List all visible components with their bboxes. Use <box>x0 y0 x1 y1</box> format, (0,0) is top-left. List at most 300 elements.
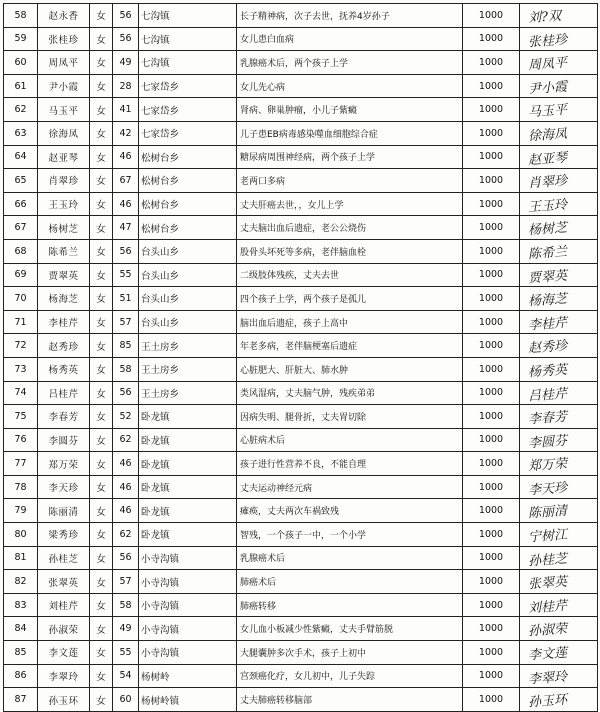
person-name-cell: 李桂芹 <box>38 310 90 334</box>
sex-cell: 女 <box>90 641 113 665</box>
age-cell: 85 <box>113 334 139 358</box>
signature-cell <box>520 546 598 570</box>
aid-amount-cell: 1000 <box>463 641 520 665</box>
age-cell: 51 <box>113 287 139 311</box>
signature-cell <box>520 216 598 240</box>
person-name-cell: 李文莲 <box>38 641 90 665</box>
signature-cell <box>520 192 598 216</box>
aid-amount-cell: 1000 <box>463 4 520 28</box>
handwritten-signature: 李翠玲 <box>527 669 568 687</box>
aid-amount-cell: 1000 <box>463 523 520 547</box>
hardship-reason-cell: 丈夫肺癌转移脑部 <box>237 688 463 712</box>
handwritten-signature: 尹小霞 <box>527 79 568 98</box>
handwritten-signature: 王玉玲 <box>527 197 568 216</box>
age-cell: 46 <box>113 192 139 216</box>
handwritten-signature: 吕桂芹 <box>527 386 568 404</box>
age-cell: 28 <box>113 74 139 98</box>
hardship-reason-cell: 肾病、卵巢肿瘤，小儿子紫癜 <box>237 98 463 122</box>
aid-amount-cell: 1000 <box>463 263 520 287</box>
sex-cell: 女 <box>90 287 113 311</box>
person-name-cell: 王玉玲 <box>38 192 90 216</box>
aid-amount-cell: 1000 <box>463 546 520 570</box>
table-row <box>4 475 598 499</box>
hardship-reason-cell: 因病失明、腿骨折，丈夫胃切除 <box>237 405 463 429</box>
table-row <box>4 357 598 381</box>
aid-amount-cell: 1000 <box>463 664 520 688</box>
aid-amount-cell: 1000 <box>463 287 520 311</box>
signature-cell <box>520 121 598 145</box>
row-number-cell: 75 <box>4 405 38 429</box>
row-number-cell: 63 <box>4 121 38 145</box>
row-number-cell: 84 <box>4 617 38 641</box>
table-row <box>4 523 598 547</box>
age-cell: 52 <box>113 405 139 429</box>
township-cell: 松树台乡 <box>139 216 237 240</box>
hardship-reason-cell: 脑出血后遗症，孩子上高中 <box>237 310 463 334</box>
person-name-cell: 孙淑荣 <box>38 617 90 641</box>
handwritten-signature: 陈希兰 <box>527 244 568 263</box>
age-cell: 58 <box>113 593 139 617</box>
row-number-cell: 70 <box>4 287 38 311</box>
row-number-cell: 77 <box>4 452 38 476</box>
table-row <box>4 641 598 665</box>
signature-cell <box>520 357 598 381</box>
signature-cell <box>520 27 598 51</box>
person-name-cell: 李天珍 <box>38 475 90 499</box>
township-cell: 杨树岭镇 <box>139 688 237 712</box>
handwritten-signature: 周凤平 <box>527 55 568 74</box>
signature-cell <box>520 287 598 311</box>
hardship-reason-cell: 大腿囊肿多次手术，孩子上初中 <box>237 641 463 665</box>
person-name-cell: 陈希兰 <box>38 239 90 263</box>
signature-cell <box>520 593 598 617</box>
township-cell: 卧龙镇 <box>139 499 237 523</box>
hardship-reason-cell: 丈夫运动神经元病 <box>237 475 463 499</box>
aid-amount-cell: 1000 <box>463 334 520 358</box>
signature-cell <box>520 263 598 287</box>
sex-cell: 女 <box>90 4 113 28</box>
person-name-cell: 张翠英 <box>38 570 90 594</box>
hardship-reason-cell: 瘫痪，丈夫两次车祸致残 <box>237 499 463 523</box>
roster-table <box>3 3 598 712</box>
hardship-reason-cell: 心脏病术后 <box>237 428 463 452</box>
person-name-cell: 杨秀英 <box>38 357 90 381</box>
sex-cell: 女 <box>90 263 113 287</box>
age-cell: 47 <box>113 216 139 240</box>
hardship-reason-cell: 智残，一个孩子一中，一个小学 <box>237 523 463 547</box>
handwritten-signature: 孙桂芝 <box>527 551 568 569</box>
township-cell: 七家岱乡 <box>139 98 237 122</box>
sex-cell: 女 <box>90 405 113 429</box>
aid-amount-cell: 1000 <box>463 381 520 405</box>
table-row <box>4 192 598 216</box>
row-number-cell: 87 <box>4 688 38 712</box>
township-cell: 小寺沟镇 <box>139 617 237 641</box>
table-row <box>4 452 598 476</box>
sex-cell: 女 <box>90 98 113 122</box>
handwritten-signature: 宁树江 <box>527 527 568 546</box>
township-cell: 台头山乡 <box>139 239 237 263</box>
person-name-cell: 杨海芝 <box>38 287 90 311</box>
person-name-cell: 梁秀珍 <box>38 523 90 547</box>
hardship-reason-cell: 二级肢体残疾，丈夫去世 <box>237 263 463 287</box>
age-cell: 57 <box>113 310 139 334</box>
hardship-reason-cell: 股骨头坏死等多病，老伴脑血栓 <box>237 239 463 263</box>
hardship-reason-cell: 女儿血小板减少性紫癜，丈夫手臂筋脱 <box>237 617 463 641</box>
row-number-cell: 59 <box>4 27 38 51</box>
handwritten-signature: 徐海凤 <box>527 126 568 145</box>
handwritten-signature: 张翠英 <box>527 574 568 593</box>
row-number-cell: 86 <box>4 664 38 688</box>
aid-amount-cell: 1000 <box>463 617 520 641</box>
person-name-cell: 吕桂芹 <box>38 381 90 405</box>
sex-cell: 女 <box>90 617 113 641</box>
sex-cell: 女 <box>90 357 113 381</box>
table-row <box>4 287 598 311</box>
aid-amount-cell: 1000 <box>463 169 520 193</box>
table-row <box>4 98 598 122</box>
age-cell: 62 <box>113 428 139 452</box>
township-cell: 卧龙镇 <box>139 405 237 429</box>
sex-cell: 女 <box>90 523 113 547</box>
row-number-cell: 71 <box>4 310 38 334</box>
sex-cell: 女 <box>90 664 113 688</box>
signature-cell <box>520 4 598 28</box>
township-cell: 七沟镇 <box>139 4 237 28</box>
hardship-reason-cell: 乳腺癌术后，两个孩子上学 <box>237 51 463 75</box>
person-name-cell: 孙桂芝 <box>38 546 90 570</box>
person-name-cell: 李圆芬 <box>38 428 90 452</box>
table-row <box>4 617 598 641</box>
handwritten-signature: 肖翠珍 <box>527 173 568 192</box>
handwritten-signature: 赵亚琴 <box>527 150 568 168</box>
aid-amount-cell: 1000 <box>463 570 520 594</box>
table-row <box>4 570 598 594</box>
row-number-cell: 60 <box>4 51 38 75</box>
aid-amount-cell: 1000 <box>463 74 520 98</box>
age-cell: 41 <box>113 98 139 122</box>
age-cell: 56 <box>113 381 139 405</box>
table-row <box>4 593 598 617</box>
table-row <box>4 216 598 240</box>
sex-cell: 女 <box>90 74 113 98</box>
person-name-cell: 杨树芝 <box>38 216 90 240</box>
age-cell: 46 <box>113 452 139 476</box>
sex-cell: 女 <box>90 334 113 358</box>
age-cell: 49 <box>113 51 139 75</box>
person-name-cell: 马玉平 <box>38 98 90 122</box>
hardship-reason-cell: 女儿先心病 <box>237 74 463 98</box>
signature-cell <box>520 570 598 594</box>
handwritten-signature: 孙淑荣 <box>527 622 568 640</box>
age-cell: 42 <box>113 121 139 145</box>
sex-cell: 女 <box>90 51 113 75</box>
hardship-reason-cell: 肺癌转移 <box>237 593 463 617</box>
hardship-reason-cell: 宫颈癌化疗，女儿初中，儿子失踪 <box>237 664 463 688</box>
person-name-cell: 孙玉环 <box>38 688 90 712</box>
signature-cell <box>520 617 598 641</box>
row-number-cell: 72 <box>4 334 38 358</box>
signature-cell <box>520 145 598 169</box>
hardship-reason-cell: 四个孩子上学，两个孩子是孤儿 <box>237 287 463 311</box>
handwritten-signature: 杨海芝 <box>527 291 568 310</box>
aid-amount-cell: 1000 <box>463 27 520 51</box>
aid-amount-cell: 1000 <box>463 452 520 476</box>
signature-cell <box>520 169 598 193</box>
person-name-cell: 赵秀珍 <box>38 334 90 358</box>
township-cell: 杨树岭 <box>139 664 237 688</box>
age-cell: 56 <box>113 546 139 570</box>
signature-cell <box>520 74 598 98</box>
signature-cell <box>520 310 598 334</box>
row-number-cell: 80 <box>4 523 38 547</box>
age-cell: 62 <box>113 523 139 547</box>
signature-cell <box>520 664 598 688</box>
sex-cell: 女 <box>90 216 113 240</box>
handwritten-signature: 李春芳 <box>527 409 568 428</box>
table-row <box>4 145 598 169</box>
age-cell: 57 <box>113 570 139 594</box>
sex-cell: 女 <box>90 192 113 216</box>
row-number-cell: 76 <box>4 428 38 452</box>
person-name-cell: 肖翠珍 <box>38 169 90 193</box>
row-number-cell: 64 <box>4 145 38 169</box>
age-cell: 55 <box>113 641 139 665</box>
person-name-cell: 徐海凤 <box>38 121 90 145</box>
age-cell: 49 <box>113 617 139 641</box>
township-cell: 小寺沟镇 <box>139 570 237 594</box>
hardship-reason-cell: 丈夫肝癌去世，，女儿上学 <box>237 192 463 216</box>
row-number-cell: 78 <box>4 475 38 499</box>
table-row <box>4 27 598 51</box>
sex-cell: 女 <box>90 570 113 594</box>
township-cell: 卧龙镇 <box>139 452 237 476</box>
person-name-cell: 赵永香 <box>38 4 90 28</box>
aid-amount-cell: 1000 <box>463 98 520 122</box>
table-row <box>4 381 598 405</box>
township-cell: 王土房乡 <box>139 381 237 405</box>
row-number-cell: 61 <box>4 74 38 98</box>
hardship-reason-cell: 肺癌术后 <box>237 570 463 594</box>
township-cell: 卧龙镇 <box>139 475 237 499</box>
hardship-reason-cell: 乳腺癌术后 <box>237 546 463 570</box>
township-cell: 王土房乡 <box>139 357 237 381</box>
hardship-reason-cell: 长子精神病，次子去世，抚养4岁孙子 <box>237 4 463 28</box>
signature-cell <box>520 499 598 523</box>
handwritten-signature: 李文莲 <box>527 645 568 664</box>
table-row <box>4 4 598 28</box>
signature-cell <box>520 688 598 712</box>
age-cell: 46 <box>113 145 139 169</box>
age-cell: 56 <box>113 27 139 51</box>
signature-cell <box>520 428 598 452</box>
table-row <box>4 74 598 98</box>
row-number-cell: 69 <box>4 263 38 287</box>
row-number-cell: 83 <box>4 593 38 617</box>
row-number-cell: 81 <box>4 546 38 570</box>
sex-cell: 女 <box>90 499 113 523</box>
age-cell: 58 <box>113 357 139 381</box>
aid-amount-cell: 1000 <box>463 192 520 216</box>
signature-cell <box>520 405 598 429</box>
sex-cell: 女 <box>90 310 113 334</box>
table-row <box>4 546 598 570</box>
row-number-cell: 79 <box>4 499 38 523</box>
table-row <box>4 51 598 75</box>
handwritten-signature: 陈丽清 <box>527 504 568 522</box>
handwritten-signature: 孙玉环 <box>527 692 568 711</box>
township-cell: 卧龙镇 <box>139 523 237 547</box>
sex-cell: 女 <box>90 121 113 145</box>
aid-amount-cell: 1000 <box>463 216 520 240</box>
hardship-reason-cell: 儿子患EB病毒感染噬血细胞综合症 <box>237 121 463 145</box>
aid-amount-cell: 1000 <box>463 428 520 452</box>
sex-cell: 女 <box>90 239 113 263</box>
sex-cell: 女 <box>90 381 113 405</box>
handwritten-signature: 郑万荣 <box>527 456 568 475</box>
sex-cell: 女 <box>90 428 113 452</box>
township-cell: 七沟镇 <box>139 51 237 75</box>
handwritten-signature: 李天珍 <box>527 480 568 499</box>
hardship-reason-cell: 糖尿病周围神经病，两个孩子上学 <box>237 145 463 169</box>
township-cell: 台头山乡 <box>139 310 237 334</box>
township-cell: 七沟镇 <box>139 27 237 51</box>
handwritten-signature: 刘桂芹 <box>527 598 568 617</box>
table-row <box>4 664 598 688</box>
sex-cell: 女 <box>90 452 113 476</box>
aid-amount-cell: 1000 <box>463 239 520 263</box>
age-cell: 54 <box>113 664 139 688</box>
aid-amount-cell: 1000 <box>463 688 520 712</box>
row-number-cell: 73 <box>4 357 38 381</box>
township-cell: 小寺沟镇 <box>139 546 237 570</box>
table-row <box>4 310 598 334</box>
table-row <box>4 428 598 452</box>
row-number-cell: 85 <box>4 641 38 665</box>
aid-amount-cell: 1000 <box>463 357 520 381</box>
handwritten-signature: 李圆芬 <box>527 433 568 452</box>
handwritten-signature: 李桂芹 <box>527 315 568 334</box>
row-number-cell: 82 <box>4 570 38 594</box>
aid-amount-cell: 1000 <box>463 593 520 617</box>
aid-amount-cell: 1000 <box>463 499 520 523</box>
person-name-cell: 郑万荣 <box>38 452 90 476</box>
age-cell: 60 <box>113 688 139 712</box>
aid-amount-cell: 1000 <box>463 310 520 334</box>
hardship-reason-cell: 年老多病，老伴脑梗塞后遗症 <box>237 334 463 358</box>
signature-cell <box>520 239 598 263</box>
township-cell: 王土房乡 <box>139 334 237 358</box>
hardship-reason-cell: 丈夫脑出血后遗症，老公公烧伤 <box>237 216 463 240</box>
roster-rows <box>4 4 598 712</box>
table-row <box>4 169 598 193</box>
table-row <box>4 688 598 712</box>
age-cell: 56 <box>113 4 139 28</box>
township-cell: 小寺沟镇 <box>139 641 237 665</box>
township-cell: 台头山乡 <box>139 287 237 311</box>
aid-amount-cell: 1000 <box>463 405 520 429</box>
signature-cell <box>520 523 598 547</box>
handwritten-signature: 张桂珍 <box>527 32 568 50</box>
aid-amount-cell: 1000 <box>463 51 520 75</box>
person-name-cell: 周凤平 <box>38 51 90 75</box>
signature-cell <box>520 475 598 499</box>
signature-cell <box>520 452 598 476</box>
table-row <box>4 263 598 287</box>
aid-amount-cell: 1000 <box>463 121 520 145</box>
sex-cell: 女 <box>90 27 113 51</box>
table-row <box>4 239 598 263</box>
signature-cell <box>520 334 598 358</box>
township-cell: 台头山乡 <box>139 263 237 287</box>
handwritten-signature: 马玉平 <box>527 103 568 121</box>
age-cell: 46 <box>113 475 139 499</box>
handwritten-signature: 刘?双 <box>527 8 562 27</box>
signature-cell <box>520 641 598 665</box>
sex-cell: 女 <box>90 145 113 169</box>
row-number-cell: 66 <box>4 192 38 216</box>
age-cell: 56 <box>113 239 139 263</box>
sex-cell: 女 <box>90 169 113 193</box>
sex-cell: 女 <box>90 593 113 617</box>
person-name-cell: 李翠玲 <box>38 664 90 688</box>
hardship-reason-cell: 类风湿病，丈夫脑气肿，残疾弟弟 <box>237 381 463 405</box>
table-row <box>4 334 598 358</box>
sex-cell: 女 <box>90 475 113 499</box>
hardship-reason-cell: 孩子进行性营养不良，不能自理 <box>237 452 463 476</box>
person-name-cell: 贾翠英 <box>38 263 90 287</box>
handwritten-signature: 杨秀英 <box>527 362 568 381</box>
table-row <box>4 405 598 429</box>
row-number-cell: 74 <box>4 381 38 405</box>
row-number-cell: 62 <box>4 98 38 122</box>
person-name-cell: 赵亚琴 <box>38 145 90 169</box>
township-cell: 七家岱乡 <box>139 121 237 145</box>
sex-cell: 女 <box>90 688 113 712</box>
handwritten-signature: 贾翠英 <box>527 268 568 286</box>
person-name-cell: 陈丽清 <box>38 499 90 523</box>
table-row <box>4 499 598 523</box>
age-cell: 55 <box>113 263 139 287</box>
table-row <box>4 121 598 145</box>
hardship-reason-cell: 心脏肥大、肝脏大、肺水肿 <box>237 357 463 381</box>
person-name-cell: 刘桂芹 <box>38 593 90 617</box>
signature-cell <box>520 98 598 122</box>
row-number-cell: 67 <box>4 216 38 240</box>
signature-cell <box>520 381 598 405</box>
person-name-cell: 李春芳 <box>38 405 90 429</box>
aid-amount-cell: 1000 <box>463 145 520 169</box>
handwritten-signature: 杨树芝 <box>527 220 568 239</box>
person-name-cell: 张桂珍 <box>38 27 90 51</box>
township-cell: 小寺沟镇 <box>139 593 237 617</box>
township-cell: 松树台乡 <box>139 169 237 193</box>
row-number-cell: 65 <box>4 169 38 193</box>
aid-amount-cell: 1000 <box>463 475 520 499</box>
township-cell: 七家岱乡 <box>139 74 237 98</box>
township-cell: 松树台乡 <box>139 192 237 216</box>
hardship-reason-cell: 老两口多病 <box>237 169 463 193</box>
sex-cell: 女 <box>90 546 113 570</box>
handwritten-signature: 赵秀珍 <box>527 338 568 357</box>
person-name-cell: 尹小霞 <box>38 74 90 98</box>
row-number-cell: 68 <box>4 239 38 263</box>
age-cell: 46 <box>113 499 139 523</box>
age-cell: 67 <box>113 169 139 193</box>
row-number-cell: 58 <box>4 4 38 28</box>
township-cell: 卧龙镇 <box>139 428 237 452</box>
signature-cell <box>520 51 598 75</box>
